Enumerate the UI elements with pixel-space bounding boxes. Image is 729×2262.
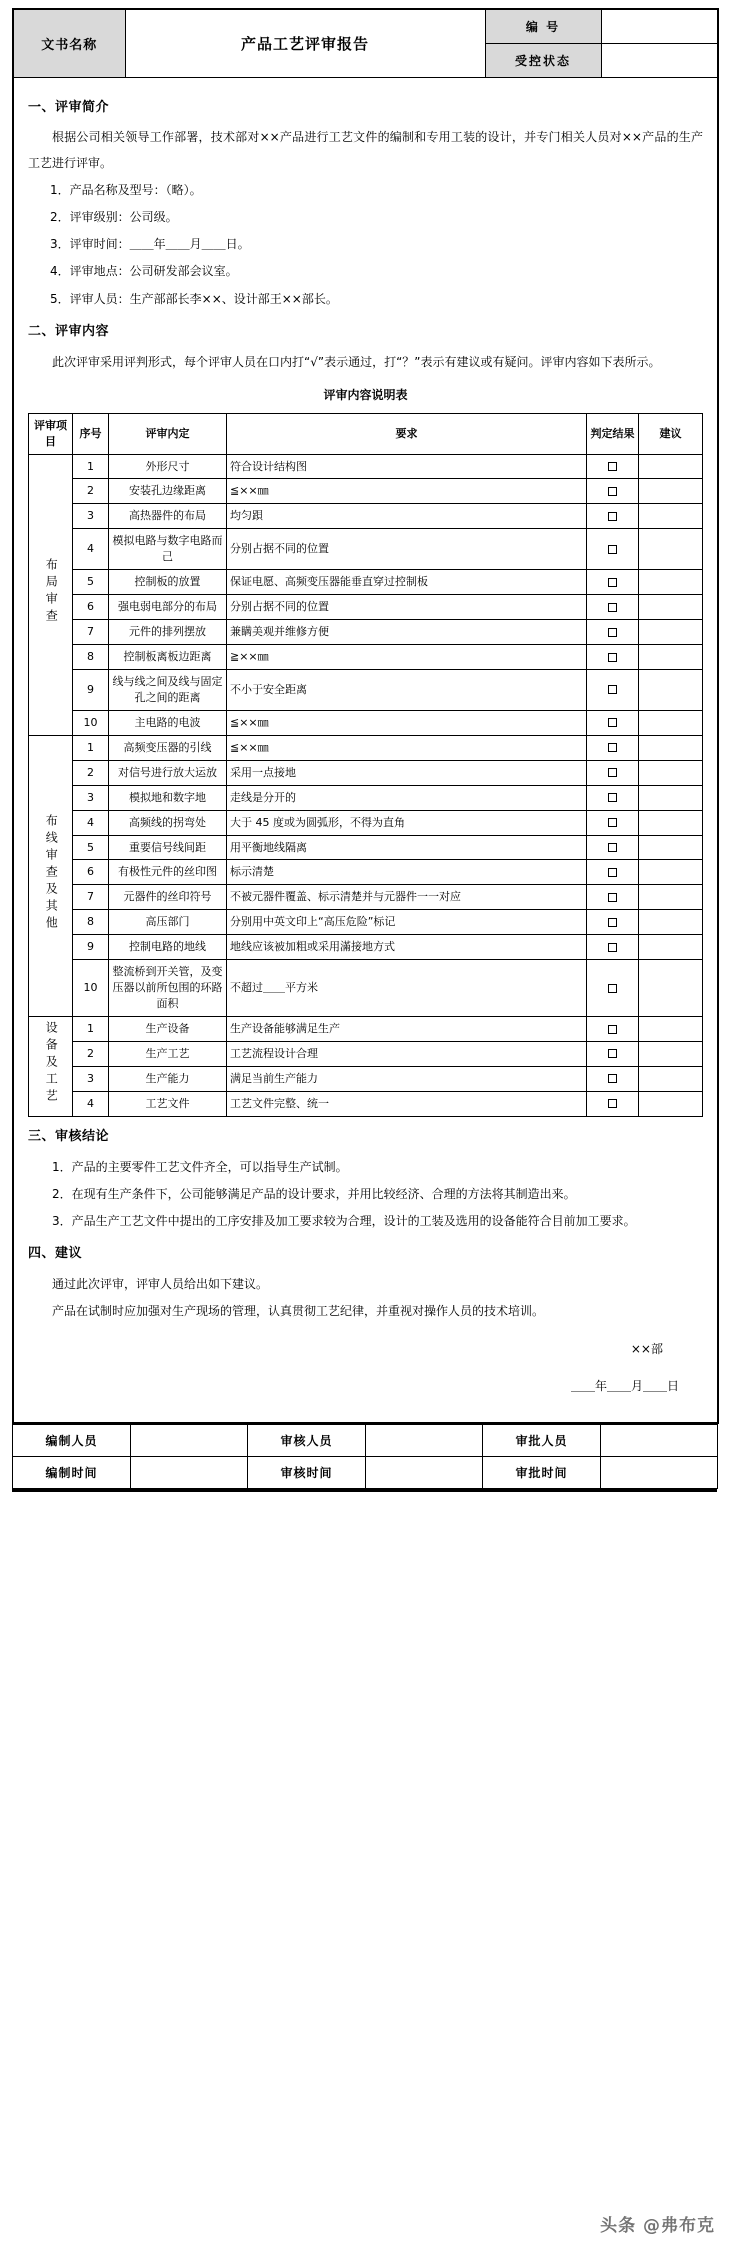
review-table-row — [29, 645, 703, 670]
review-table-row — [29, 1066, 703, 1091]
review-suggestion-cell[interactable] — [639, 645, 703, 670]
review-row-no: 7 — [73, 620, 109, 645]
review-result-checkbox[interactable] — [587, 669, 639, 710]
review-result-checkbox[interactable] — [587, 1066, 639, 1091]
col-header-no: 序号 — [73, 413, 109, 454]
review-row-requirement: 分别占据不同的位置 — [227, 529, 587, 570]
review-result-checkbox[interactable] — [587, 710, 639, 735]
review-row-item: 安装孔边缘距离 — [109, 479, 227, 504]
review-suggestion-cell[interactable] — [639, 595, 703, 620]
checkbox-icon[interactable] — [608, 793, 617, 802]
review-suggestion-cell[interactable] — [639, 760, 703, 785]
review-table-row — [29, 454, 703, 479]
section4-title: 四、建议 — [28, 1246, 83, 1262]
review-table-row — [29, 835, 703, 860]
review-row-item: 强电弱电部分的布局 — [109, 595, 227, 620]
section1-item-5: 5．评审人员：生产部部长李××、设计部王××部长。 — [50, 291, 338, 306]
doc-name-label: 文书名称 — [13, 9, 125, 77]
checkbox-icon[interactable] — [608, 1025, 617, 1034]
review-result-checkbox[interactable] — [587, 454, 639, 479]
review-result-checkbox[interactable] — [587, 570, 639, 595]
review-suggestion-cell[interactable] — [639, 479, 703, 504]
review-table-row — [29, 1091, 703, 1116]
review-content-table — [28, 413, 703, 1117]
checkbox-icon[interactable] — [608, 603, 617, 612]
section1-item-3: 3．评审时间：＿＿年＿＿月＿＿日。 — [50, 237, 250, 252]
review-result-checkbox[interactable] — [587, 735, 639, 760]
col-header-result: 判定结果 — [587, 413, 639, 454]
checkbox-icon[interactable] — [608, 943, 617, 952]
review-row-requirement: 不小于安全距离 — [227, 669, 587, 710]
review-row-no: 1 — [73, 735, 109, 760]
review-row-requirement: 工艺流程设计合理 — [227, 1041, 587, 1066]
review-row-requirement: 生产设备能够满足生产 — [227, 1017, 587, 1042]
review-result-checkbox[interactable] — [587, 1017, 639, 1042]
review-row-no: 3 — [73, 785, 109, 810]
review-table-header-row — [29, 413, 703, 454]
review-row-requirement: ≧××㎜ — [227, 645, 587, 670]
review-table-row — [29, 1017, 703, 1042]
review-result-checkbox[interactable] — [587, 885, 639, 910]
review-row-no: 3 — [73, 504, 109, 529]
signoff-label: 审批人员 — [483, 1424, 601, 1456]
review-table-row — [29, 935, 703, 960]
review-table-caption: 评审内容说明表 — [323, 387, 408, 402]
review-row-requirement: 符合设计结构图 — [227, 454, 587, 479]
review-category-cell: 设备及工艺 — [29, 1017, 73, 1117]
review-row-item: 控制板的放置 — [109, 570, 227, 595]
review-row-requirement: 采用一点接地 — [227, 760, 587, 785]
checkbox-icon[interactable] — [608, 653, 617, 662]
section2-intro: 此次评审采用评判形式，每个评审人员在口内打“√”表示通过，打“？”表示有建议或有疑问。评审内容如下表所示。 — [52, 354, 661, 369]
review-suggestion-cell[interactable] — [639, 860, 703, 885]
review-row-requirement: 兼瞒美观并维修方便 — [227, 620, 587, 645]
signoff-table — [12, 1424, 718, 1489]
checkbox-icon[interactable] — [608, 718, 617, 727]
review-suggestion-cell[interactable] — [639, 735, 703, 760]
review-row-item: 有极性元件的丝印图 — [109, 860, 227, 885]
review-row-no: 2 — [73, 760, 109, 785]
col-header-requirement: 要求 — [227, 413, 587, 454]
section3-item-1: 1．产品的主要零件工艺文件齐全，可以指导生产试制。 — [52, 1159, 348, 1174]
document-body — [13, 77, 718, 1423]
signoff-value[interactable] — [601, 1456, 718, 1488]
review-row-requirement: ≦××㎜ — [227, 479, 587, 504]
document-header-table — [12, 8, 719, 1424]
review-suggestion-cell[interactable] — [639, 710, 703, 735]
checkbox-icon[interactable] — [608, 545, 617, 554]
checkbox-icon[interactable] — [608, 462, 617, 471]
checkbox-icon[interactable] — [608, 512, 617, 521]
review-suggestion-cell[interactable] — [639, 785, 703, 810]
doc-title: 产品工艺评审报告 — [125, 9, 485, 77]
review-row-no: 5 — [73, 570, 109, 595]
bottom-rule — [12, 1489, 717, 1492]
signoff-label: 审批时间 — [483, 1456, 601, 1488]
checkbox-icon[interactable] — [608, 893, 617, 902]
review-row-no: 2 — [73, 1041, 109, 1066]
controlled-status-label: 受控状态 — [485, 43, 601, 77]
review-suggestion-cell[interactable] — [639, 960, 703, 1017]
review-row-no: 10 — [73, 710, 109, 735]
review-result-checkbox[interactable] — [587, 504, 639, 529]
review-table-row — [29, 1041, 703, 1066]
signoff-value[interactable] — [366, 1456, 483, 1488]
doc-number-value[interactable] — [601, 9, 718, 43]
checkbox-icon[interactable] — [608, 487, 617, 496]
review-table-row — [29, 885, 703, 910]
checkbox-icon[interactable] — [608, 768, 617, 777]
signoff-value[interactable] — [366, 1424, 483, 1456]
section4-intro: 通过此次评审，评审人员给出如下建议。 — [52, 1277, 269, 1292]
review-row-no: 4 — [73, 1091, 109, 1116]
signoff-label: 审核人员 — [248, 1424, 366, 1456]
signoff-label: 编制人员 — [13, 1424, 131, 1456]
review-result-checkbox[interactable] — [587, 479, 639, 504]
review-suggestion-cell[interactable] — [639, 1041, 703, 1066]
review-result-checkbox[interactable] — [587, 595, 639, 620]
review-result-checkbox[interactable] — [587, 810, 639, 835]
review-table-row — [29, 785, 703, 810]
review-table-row — [29, 479, 703, 504]
review-table-row — [29, 529, 703, 570]
review-row-item: 主电路的电波 — [109, 710, 227, 735]
review-result-checkbox[interactable] — [587, 860, 639, 885]
review-result-checkbox[interactable] — [587, 760, 639, 785]
review-row-item: 整流桥到开关管，及变压器以前所包围的环路面积 — [109, 960, 227, 1017]
review-row-item: 生产设备 — [109, 1017, 227, 1042]
col-header-suggestion: 建议 — [639, 413, 703, 454]
section4-date-line: ＿＿年＿＿月＿＿日 — [570, 1378, 679, 1393]
review-row-requirement: 不被元器件覆盖、标示清楚并与元器件一一对应 — [227, 885, 587, 910]
review-row-no: 4 — [73, 529, 109, 570]
signoff-label: 审核时间 — [248, 1456, 366, 1488]
section3-item-3: 3．产品生产工艺文件中提出的工序安排及加工要求较为合理，设计的工装及选用的设备能符合目前加工要求。 — [52, 1214, 636, 1229]
review-row-item: 外形尺寸 — [109, 454, 227, 479]
review-table-row — [29, 620, 703, 645]
review-row-no: 8 — [73, 910, 109, 935]
checkbox-icon[interactable] — [608, 818, 617, 827]
review-suggestion-cell[interactable] — [639, 1017, 703, 1042]
review-result-checkbox[interactable] — [587, 1041, 639, 1066]
review-row-no: 6 — [73, 860, 109, 885]
review-row-item: 重要信号线间距 — [109, 835, 227, 860]
review-row-requirement: ≦××㎜ — [227, 735, 587, 760]
review-suggestion-cell[interactable] — [639, 620, 703, 645]
review-row-requirement: 分别占据不同的位置 — [227, 595, 587, 620]
review-row-requirement: 走线是分开的 — [227, 785, 587, 810]
review-suggestion-cell[interactable] — [639, 570, 703, 595]
review-row-no: 9 — [73, 669, 109, 710]
checkbox-icon[interactable] — [608, 1049, 617, 1058]
review-row-item: 高频变压器的引线 — [109, 735, 227, 760]
section1-title: 一、评审简介 — [28, 99, 110, 115]
review-category-cell: 布线审查及其他 — [29, 735, 73, 1016]
section1-item-4: 4．评审地点：公司研发部会议室。 — [50, 264, 238, 279]
col-header-category: 评审项目 — [29, 413, 73, 454]
review-row-requirement: 满足当前生产能力 — [227, 1066, 587, 1091]
review-row-item: 工艺文件 — [109, 1091, 227, 1116]
review-suggestion-cell[interactable] — [639, 835, 703, 860]
review-row-item: 高热器件的布局 — [109, 504, 227, 529]
review-row-item: 对信号进行放大运放 — [109, 760, 227, 785]
review-table-row — [29, 504, 703, 529]
review-row-requirement: 分别用中英文印上“高压危险”标记 — [227, 910, 587, 935]
section3-item-2: 2．在现有生产条件下，公司能够满足产品的设计要求，并用比较经济、合理的方法将其制造出来。 — [52, 1186, 576, 1201]
review-row-item: 模拟电路与数字电路而己 — [109, 529, 227, 570]
review-row-requirement: 标示清楚 — [227, 860, 587, 885]
review-row-item: 高压部门 — [109, 910, 227, 935]
review-row-requirement: 大于 45 度或为圆弧形，不得为直角 — [227, 810, 587, 835]
controlled-status-value[interactable] — [601, 43, 718, 77]
review-result-checkbox[interactable] — [587, 529, 639, 570]
signoff-value[interactable] — [131, 1456, 248, 1488]
checkbox-icon[interactable] — [608, 685, 617, 694]
review-row-no: 2 — [73, 479, 109, 504]
review-row-requirement: 地线应该被加粗或采用滿接地方式 — [227, 935, 587, 960]
review-result-checkbox[interactable] — [587, 835, 639, 860]
review-row-item: 高频线的拐弯处 — [109, 810, 227, 835]
review-row-item: 生产工艺 — [109, 1041, 227, 1066]
review-suggestion-cell[interactable] — [639, 910, 703, 935]
review-row-no: 4 — [73, 810, 109, 835]
review-result-checkbox[interactable] — [587, 785, 639, 810]
section3-title: 三、审核结论 — [28, 1128, 110, 1144]
review-suggestion-cell[interactable] — [639, 1066, 703, 1091]
review-table-row — [29, 910, 703, 935]
checkbox-icon[interactable] — [608, 868, 617, 877]
checkbox-icon[interactable] — [608, 1099, 617, 1108]
review-result-checkbox[interactable] — [587, 620, 639, 645]
review-row-no: 5 — [73, 835, 109, 860]
review-table-row — [29, 810, 703, 835]
review-row-item: 元器件的丝印符号 — [109, 885, 227, 910]
review-suggestion-cell[interactable] — [639, 810, 703, 835]
review-row-item: 控制板离板边距离 — [109, 645, 227, 670]
review-table-row — [29, 570, 703, 595]
review-table-row — [29, 710, 703, 735]
section4-body: 产品在试制时应加强对生产现场的管理，认真贯彻工艺纪律，并重视对操作人员的技术培训。 — [52, 1304, 545, 1319]
review-result-checkbox[interactable] — [587, 910, 639, 935]
review-row-requirement: 不超过＿＿平方米 — [227, 960, 587, 1017]
review-row-no: 8 — [73, 645, 109, 670]
checkbox-icon[interactable] — [608, 843, 617, 852]
review-row-item: 生产能力 — [109, 1066, 227, 1091]
signoff-label: 编制时间 — [13, 1456, 131, 1488]
col-header-item: 评审内定 — [109, 413, 227, 454]
review-row-requirement: 均匀䟺 — [227, 504, 587, 529]
signoff-value[interactable] — [131, 1424, 248, 1456]
review-suggestion-cell[interactable] — [639, 885, 703, 910]
signoff-value[interactable] — [601, 1424, 718, 1456]
review-result-checkbox[interactable] — [587, 935, 639, 960]
review-row-requirement: ≦××㎜ — [227, 710, 587, 735]
review-row-item: 线与线之间及线与固定孔之间的距离 — [109, 669, 227, 710]
review-row-no: 1 — [73, 1017, 109, 1042]
review-row-no: 7 — [73, 885, 109, 910]
review-result-checkbox[interactable] — [587, 645, 639, 670]
signoff-row — [13, 1424, 718, 1456]
checkbox-icon[interactable] — [608, 628, 617, 637]
checkbox-icon[interactable] — [608, 984, 617, 993]
review-row-item: 元件的排列摆放 — [109, 620, 227, 645]
review-row-no: 3 — [73, 1066, 109, 1091]
review-table-row — [29, 735, 703, 760]
section1-item-2: 2．评审级别：公司级。 — [50, 210, 178, 224]
section4-signer: ××部 — [630, 1341, 663, 1356]
review-row-item: 模拟地和数字地 — [109, 785, 227, 810]
review-table-row — [29, 669, 703, 710]
watermark-label: 头条 @弗布克 — [600, 2216, 715, 2236]
signoff-row — [13, 1456, 718, 1488]
review-suggestion-cell[interactable] — [639, 935, 703, 960]
review-row-item: 控制电路的地线 — [109, 935, 227, 960]
checkbox-icon[interactable] — [608, 918, 617, 927]
review-table-row — [29, 760, 703, 785]
review-table-row — [29, 595, 703, 620]
review-suggestion-cell[interactable] — [639, 504, 703, 529]
review-row-no: 10 — [73, 960, 109, 1017]
review-table-row — [29, 860, 703, 885]
review-suggestion-cell[interactable] — [639, 669, 703, 710]
review-row-no: 9 — [73, 935, 109, 960]
review-row-requirement: 保证电愿、高频变压器能垂直穿过控制板 — [227, 570, 587, 595]
review-suggestion-cell[interactable] — [639, 1091, 703, 1116]
review-row-requirement: 用平衡地线隔离 — [227, 835, 587, 860]
review-suggestion-cell[interactable] — [639, 454, 703, 479]
review-table-row — [29, 960, 703, 1017]
checkbox-icon[interactable] — [608, 1074, 617, 1083]
checkbox-icon[interactable] — [608, 743, 617, 752]
review-category-cell: 布局审查 — [29, 454, 73, 735]
section1-intro: 根据公司相关领导工作部署，技术部对××产品进行工艺文件的编制和专用工装的设计，并专门相关人员对××产品的生产工艺进行评审。 — [28, 130, 703, 170]
review-row-no: 1 — [73, 454, 109, 479]
review-row-no: 6 — [73, 595, 109, 620]
section2-title: 二、评审内容 — [28, 323, 110, 339]
checkbox-icon[interactable] — [608, 578, 617, 587]
review-result-checkbox[interactable] — [587, 960, 639, 1017]
review-result-checkbox[interactable] — [587, 1091, 639, 1116]
review-row-requirement: 工艺文件完整、统一 — [227, 1091, 587, 1116]
section1-item-1: 1．产品名称及型号：（略）。 — [50, 182, 202, 197]
doc-number-label: 编 号 — [485, 9, 601, 43]
review-suggestion-cell[interactable] — [639, 529, 703, 570]
